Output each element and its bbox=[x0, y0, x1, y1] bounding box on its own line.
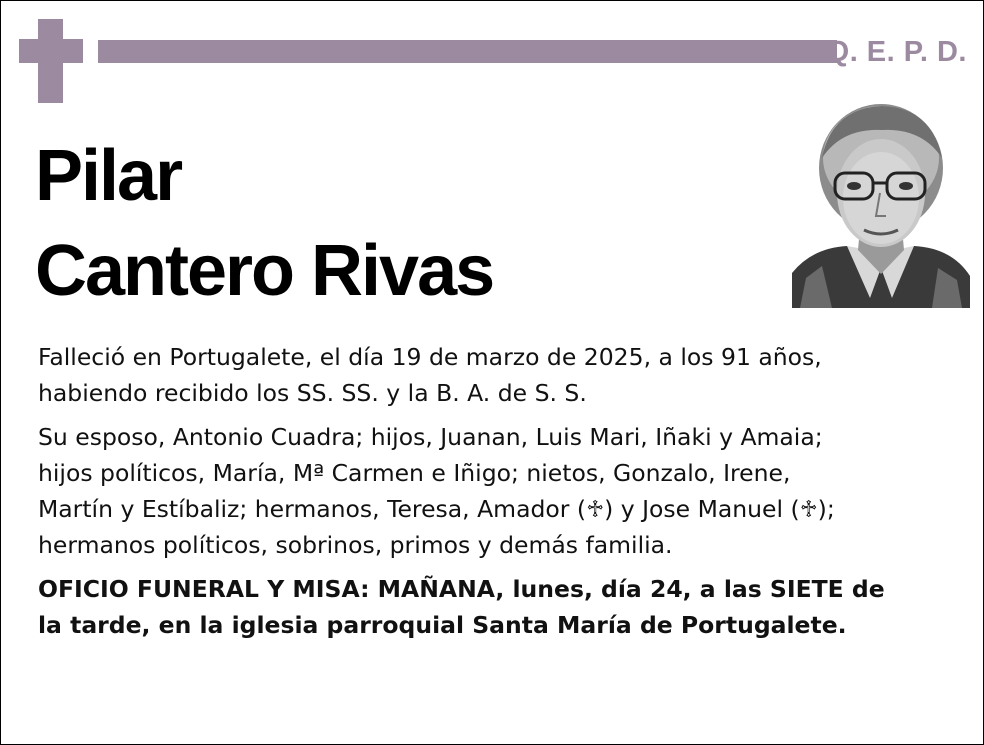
first-name: Pilar bbox=[35, 136, 182, 216]
surnames: Cantero Rivas bbox=[35, 231, 494, 311]
obituary-text bbox=[38, 339, 958, 651]
deceased-cross-icon: ♱ bbox=[799, 495, 818, 523]
deceased-cross-icon: ♱ bbox=[586, 495, 605, 523]
death-notice: Falleció en Portugalete, el día 19 de marzo de 2025, a los 91 años, habiendo recibido los SS. SS. y la B. A. de S. S. bbox=[38, 343, 822, 407]
qepd-label: Q. E. P. D. bbox=[826, 36, 967, 68]
deceased-name bbox=[35, 129, 493, 319]
latin-cross-icon bbox=[19, 19, 83, 103]
funeral-details: OFICIO FUNERAL Y MISA: MAÑANA, lunes, día 24, a las SIETE de la tarde, en la iglesia parroquial Santa María de Portugalete. bbox=[38, 575, 885, 639]
portrait-photo bbox=[792, 98, 970, 308]
family-list: Su esposo, Antonio Cuadra; hijos, Juanan, Luis Mari, Iñaki y Amaia; hijos políticos, María, Mª Carmen e Iñigo; nietos, Gonzalo, Irene, Martín y Estíbaliz; hermanos, Teresa, Amador (♱) y Jose Manuel (♱); hermanos políticos, sobrinos, primos y demás familia. bbox=[38, 423, 835, 559]
header-bar bbox=[98, 40, 837, 63]
